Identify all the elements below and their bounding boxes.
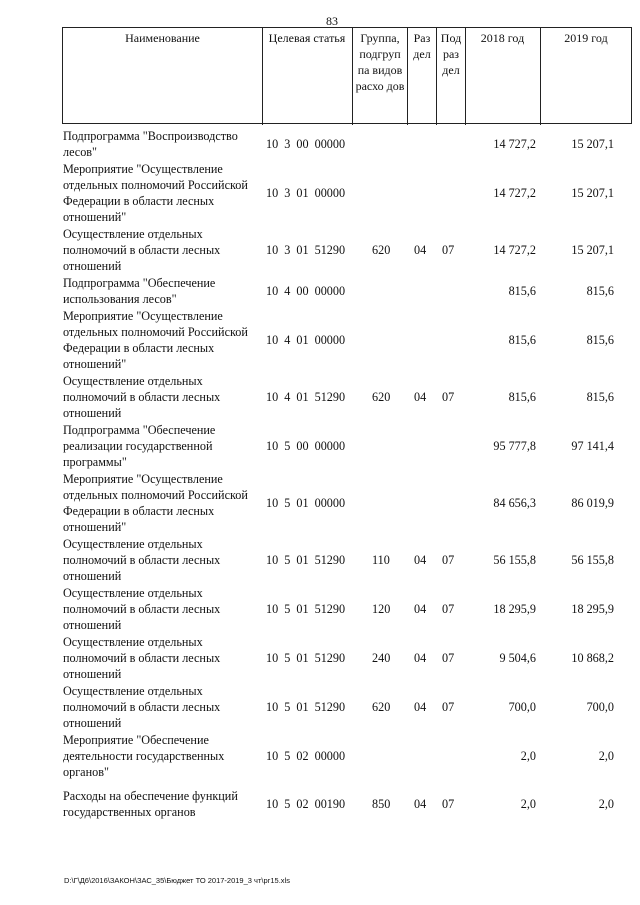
row-name: Расходы на обеспечение функций государственных органов [63,789,238,819]
row-podrazdel: 07 [442,797,455,811]
row-group: 850 [372,797,391,811]
row-2018: 14 727,2 [493,243,536,257]
row-2019: 56 155,8 [571,553,614,567]
header-name: Наименование [125,31,200,45]
row-2018: 56 155,8 [493,553,536,567]
row-2019: 18 295,9 [571,602,614,616]
row-code: 10 5 00 00000 [266,439,346,453]
row-code: 10 3 00 00000 [266,137,346,151]
row-group: 120 [372,602,391,616]
row-code: 10 5 01 51290 [266,602,346,616]
row-2019: 815,6 [586,284,614,298]
row-podrazdel: 07 [442,651,455,665]
row-name: Осуществление отдельных полномочий в области лесных отношений [63,586,221,632]
header-2018: 2018 год [480,31,525,45]
header-2019: 2019 год [564,31,608,45]
row-2018: 95 777,8 [493,439,536,453]
row-name: Мероприятие "Осуществление отдельных полномочий Российской Федерации в области лесных отношений" [63,162,248,224]
page-number: 83 [326,14,338,28]
row-group: 240 [372,651,391,665]
row-2019: 15 207,1 [571,186,614,200]
header-group: Группа, подгруп па видов расхо дов [355,31,405,93]
row-code: 10 5 01 51290 [266,553,346,567]
header-podrazdel: Под раз дел [440,31,462,77]
row-2019: 815,6 [586,333,614,347]
row-2018: 2,0 [520,749,536,763]
row-2019: 700,0 [586,700,614,714]
row-code: 10 4 00 00000 [266,284,346,298]
row-2018: 815,6 [508,284,536,298]
table-row [0,683,640,731]
row-2019: 15 207,1 [571,137,614,151]
row-code: 10 5 02 00000 [266,749,346,763]
row-razdel: 04 [414,390,427,404]
row-group: 620 [372,700,391,714]
row-name: Осуществление отдельных полномочий в области лесных отношений [63,684,221,730]
header-target: Целевая статья [268,31,346,45]
row-name: Осуществление отдельных полномочий в области лесных отношений [63,227,221,273]
table-header [62,27,632,124]
row-name: Осуществление отдельных полномочий в области лесных отношений [63,537,221,583]
table-row [0,373,640,421]
table-row [0,536,640,584]
row-group: 110 [372,553,390,567]
row-code: 10 4 01 00000 [266,333,346,347]
row-2019: 86 019,9 [571,496,614,510]
row-2018: 18 295,9 [493,602,536,616]
row-razdel: 04 [414,651,427,665]
row-2019: 15 207,1 [571,243,614,257]
row-podrazdel: 07 [442,553,455,567]
row-razdel: 04 [414,602,427,616]
row-2018: 14 727,2 [493,186,536,200]
table-row [0,275,640,307]
row-code: 10 5 01 51290 [266,700,346,714]
row-name: Осуществление отдельных полномочий в области лесных отношений [63,374,221,420]
row-podrazdel: 07 [442,243,455,257]
row-razdel: 04 [414,700,427,714]
row-razdel: 04 [414,797,427,811]
row-podrazdel: 07 [442,390,455,404]
row-razdel: 04 [414,243,427,257]
row-name: Подпрограмма "Обеспечение реализации государственной программы" [63,423,216,469]
row-2019: 2,0 [598,797,614,811]
row-2018: 815,6 [508,333,536,347]
row-name: Мероприятие "Осуществление отдельных полномочий Российской Федерации в области лесных отношений" [63,309,248,371]
table-row [0,422,640,470]
header-razdel: Раз дел [413,31,431,61]
table-row [0,128,640,160]
row-name: Подпрограмма "Воспроизводство лесов" [63,129,238,159]
row-podrazdel: 07 [442,700,455,714]
table-row [0,226,640,274]
row-razdel: 04 [414,553,427,567]
table-row [0,788,640,820]
table-row [0,585,640,633]
row-code: 10 5 01 00000 [266,496,346,510]
table-row [0,161,640,225]
row-2018: 700,0 [508,700,536,714]
row-code: 10 4 01 51290 [266,390,346,404]
row-2019: 2,0 [598,749,614,763]
row-name: Подпрограмма "Обеспечение использования лесов" [63,276,216,306]
row-2018: 815,6 [508,390,536,404]
row-2019: 97 141,4 [571,439,614,453]
row-2018: 84 656,3 [493,496,536,510]
row-name: Мероприятие "Обеспечение деятельности государственных органов" [63,733,225,779]
row-podrazdel: 07 [442,602,455,616]
file-path-footer: D:\Г\Д6\2016\ЗАКОН\ЗАС_35\Бюджет ТО 2017-2019_3 чт\рг15.xls [64,876,290,885]
row-code: 10 3 01 51290 [266,243,346,257]
table-row [0,471,640,535]
table-row [0,634,640,682]
row-code: 10 5 01 51290 [266,651,346,665]
table-row [0,732,640,780]
row-code: 10 5 02 00190 [266,797,346,811]
row-2018: 9 504,6 [499,651,536,665]
row-name: Мероприятие "Осуществление отдельных полномочий Российской Федерации в области лесных отношений" [63,472,248,534]
row-group: 620 [372,390,391,404]
row-2018: 14 727,2 [493,137,536,151]
row-group: 620 [372,243,391,257]
table-row [0,308,640,372]
column-divider [352,28,353,125]
row-2018: 2,0 [520,797,536,811]
row-2019: 815,6 [586,390,614,404]
row-name: Осуществление отдельных полномочий в области лесных отношений [63,635,221,681]
row-2019: 10 868,2 [571,651,614,665]
row-code: 10 3 01 00000 [266,186,346,200]
